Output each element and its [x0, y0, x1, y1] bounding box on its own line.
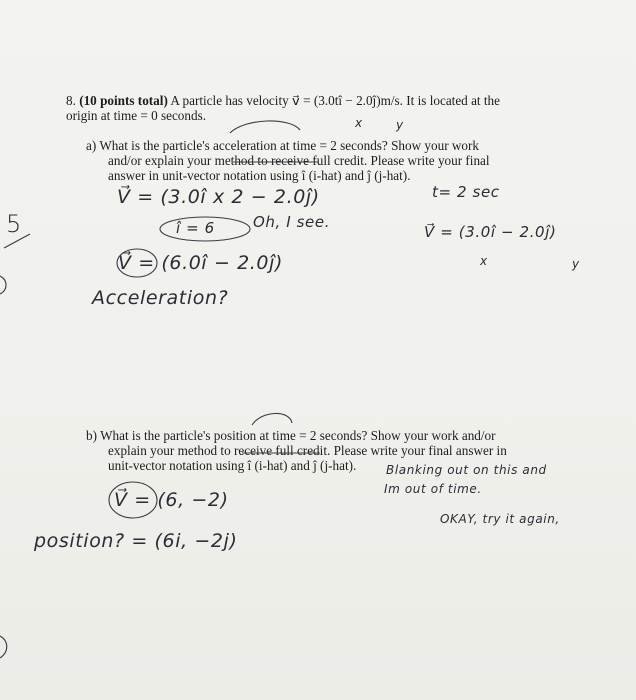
hand-a-velocity-equation: V⃗ = (3.0î x 2 − 2.0ĵ)	[117, 186, 320, 208]
part-a-label: a)	[86, 138, 97, 153]
margin-score: 5	[6, 210, 22, 238]
hand-a-velocity-result: V⃗ = (6.0î − 2.0ĵ)	[118, 252, 284, 274]
part-b-line-2: explain your method to receive full credit. Please write your final answer in	[108, 443, 507, 458]
hand-a-oh-i-see: Oh, I see.	[253, 213, 331, 231]
hand-a-right-y: y	[572, 257, 580, 271]
hand-b-out-of-time: Im out of time.	[384, 482, 482, 496]
question-number: 8.	[66, 93, 76, 108]
ink-margin-bracket-bottom	[0, 636, 7, 658]
question-points: (10 points total)	[79, 93, 168, 108]
ink-margin-bracket-top	[0, 276, 6, 294]
hand-b-okay: OKAY, try it again,	[440, 512, 560, 526]
question-text-1: A particle has velocity v⃗ = (3.0tî − 2.0ĵ)m/s. It is located at the	[170, 93, 500, 108]
hand-a-velocity-right: V⃗ = (3.0î − 2.0ĵ)	[424, 223, 557, 241]
hand-b-velocity: V⃗ = (6, −2)	[114, 489, 229, 511]
part-b-line-3: unit-vector notation using î (i-hat) and ĵ (j-hat).	[108, 458, 357, 473]
hand-a-acceleration: Acceleration?	[92, 287, 229, 309]
part-a-line-3: answer in unit-vector notation using î (i-hat) and ĵ (j-hat).	[108, 168, 411, 183]
hand-top-y: y	[396, 118, 404, 132]
part-b-text-1: What is the particle's position at time = 2 seconds? Show your work and/or	[100, 428, 496, 443]
hand-b-blanking: Blanking out on this and	[386, 463, 547, 477]
hand-a-time: t= 2 sec	[432, 183, 500, 201]
ink-arc-acceleration	[230, 121, 300, 133]
part-a-line-1	[86, 138, 479, 153]
ink-arc-position	[252, 413, 292, 425]
question-line-1	[66, 93, 500, 108]
part-b-label: b)	[86, 428, 97, 443]
part-a-text-1: What is the particle's acceleration at time = 2 seconds? Show your work	[99, 138, 479, 153]
part-a-line-2: and/or explain your method to receive full credit. Please write your final	[108, 153, 490, 168]
question-line-2: origin at time = 0 seconds.	[66, 108, 207, 123]
hand-b-position: position? = (6i, −2j)	[34, 530, 238, 552]
hand-a-i-six: î = 6	[176, 219, 215, 237]
part-b-line-1	[86, 428, 496, 443]
hand-top-x: x	[355, 116, 363, 130]
hand-a-right-x: x	[480, 254, 488, 268]
